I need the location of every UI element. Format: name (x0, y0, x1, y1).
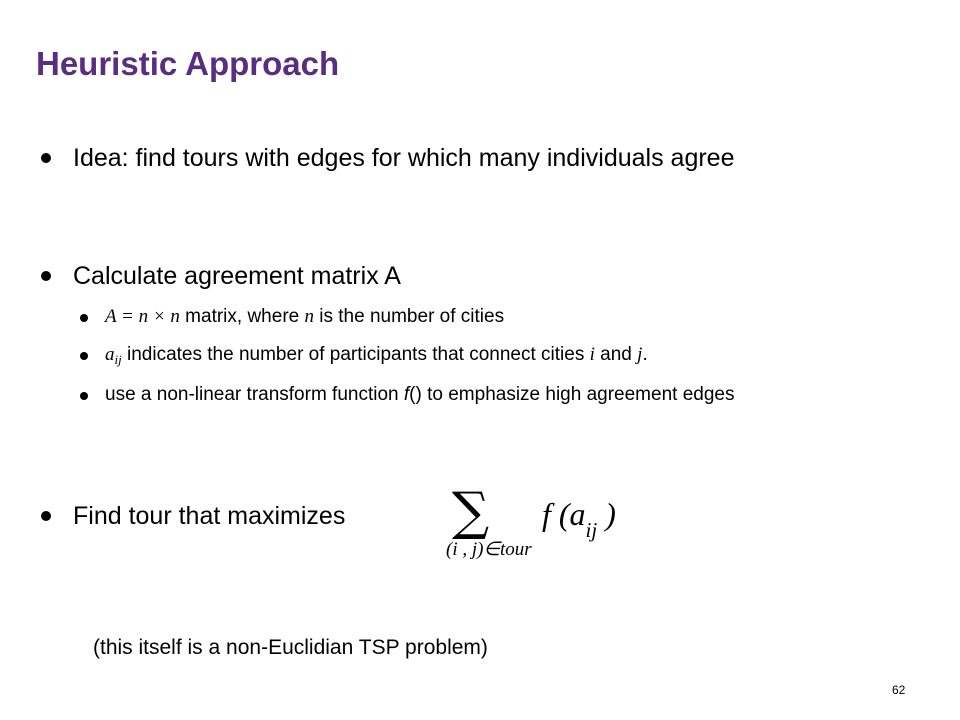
sum-formula (446, 482, 646, 566)
bullet-dot-icon (41, 153, 51, 163)
matrix-var-n: n (304, 306, 314, 327)
aij-subscript: ij (114, 352, 122, 367)
subbullet-transform-text (105, 382, 805, 408)
aij-var-i: i (589, 344, 595, 365)
subbullet-dot-icon (80, 314, 88, 322)
matrix-text-end: is the number of cities (314, 306, 505, 327)
subbullet-matrix-text (105, 304, 795, 330)
bullet-idea-text: Idea: find tours with edges for which many individuals agree (73, 144, 735, 172)
aij-text-and: and (594, 344, 638, 365)
aij-text-mid: indicates the number of participants that connect cities (121, 344, 590, 365)
aij-text-end: . (642, 344, 648, 365)
footnote: (this itself is a non-Euclidian TSP problem) (93, 636, 488, 659)
transform-text-post: () to emphasize high agreement edges (409, 384, 735, 405)
matrix-text-mid: matrix, where (179, 306, 305, 327)
matrix-expression: A = n × n (105, 306, 180, 327)
formula-body (542, 496, 616, 542)
aij-var: a (105, 344, 115, 365)
sigma-symbol: ∑ (452, 482, 490, 542)
bullet-find-text: Find tour that maximizes (73, 502, 346, 530)
formula-body-close: ) (597, 496, 616, 532)
bullet-dot-icon (41, 511, 51, 521)
subbullet-dot-icon (80, 352, 88, 360)
slide-title: Heuristic Approach (36, 45, 340, 82)
page-number: 62 (892, 683, 906, 697)
formula-sum-subscript: (i , j)∈tour (446, 539, 532, 560)
formula-body-main: f (a (542, 496, 586, 532)
bullet-calculate-text: Calculate agreement matrix A (73, 262, 401, 290)
transform-text-pre: use a non-linear transform function (105, 384, 404, 405)
formula-body-subscript: ij (585, 518, 598, 542)
aij-var-j: j (637, 344, 643, 365)
bullet-dot-icon (41, 271, 51, 281)
subbullet-aij-text (105, 342, 795, 373)
subbullet-dot-icon (80, 392, 88, 400)
transform-f: f (403, 384, 410, 405)
